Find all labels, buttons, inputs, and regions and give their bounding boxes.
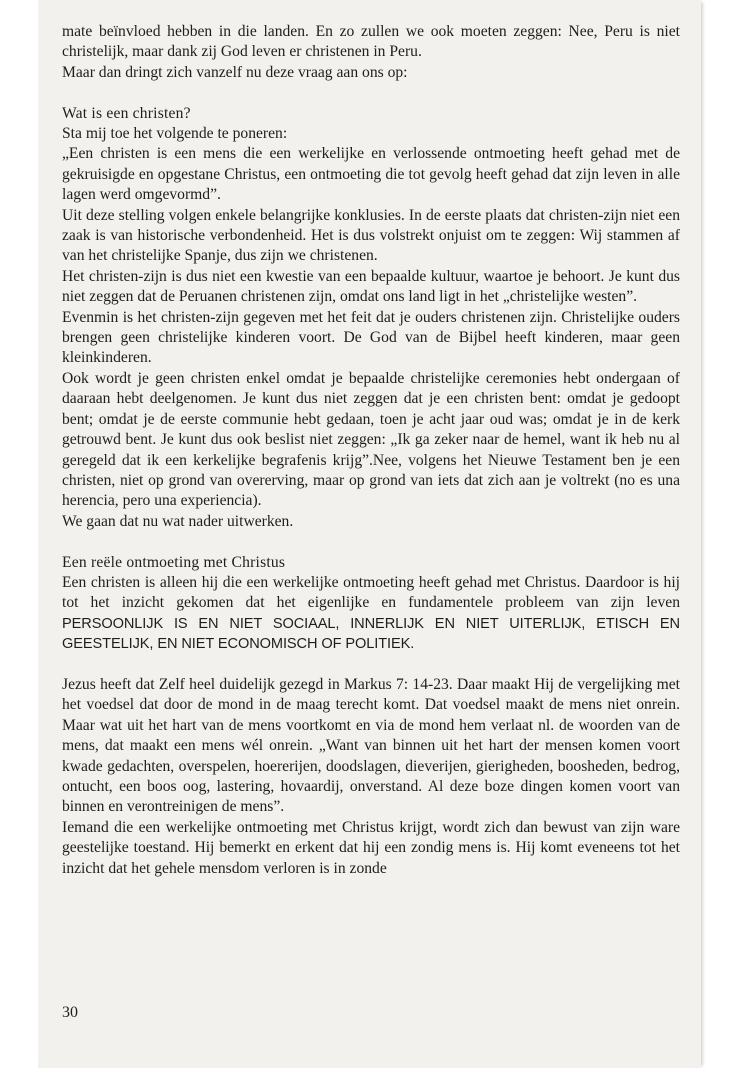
spacer	[62, 532, 680, 552]
section-heading: Een reële ontmoeting met Christus	[62, 553, 286, 571]
page-number: 30	[62, 1004, 78, 1021]
emphasis-caps-text: PERSOONLIJK IS EN NIET SOCIAAL, INNERLIJK EN NIET UITERLIJK, ETISCH EN GEESTELIJK, EN NIET ECONOMISCH OF POLITIEK.	[62, 615, 680, 653]
body-paragraph: We gaan dat nu wat nader uitwerken.	[62, 512, 294, 530]
body-paragraph	[62, 573, 680, 655]
lead-text: Een christen is alleen hij die een werkelijke ontmoeting heeft gehad met Christus. Daardoor is hij tot het inzicht gekomen dat het eigenlijke en fundamentele probleem van zijn leven	[62, 573, 680, 612]
page-body	[62, 22, 680, 879]
book-page	[38, 0, 701, 1068]
spacer	[62, 655, 680, 675]
body-paragraph: Iemand die een werkelijke ontmoeting met Christus krijgt, wordt zich dan bewust van zijn ware geestelijke toestand. Hij bemerkt en erkent dat hij een zondig mens is. Hij komt eveneens tot het inzicht dat het gehele mensdom verloren is in zonde	[62, 818, 680, 877]
body-paragraph: „Een christen is een mens die een werkelijke en verlossende ontmoeting heeft gehad met de gekruisigde en opgestane Christus, een ontmoeting die tot gevolg heeft gehad dat zijn leven in alle lagen werd omgevormd”.	[62, 145, 680, 204]
body-paragraph: Sta mij toe het volgende te poneren:	[62, 125, 288, 143]
body-paragraph: Jezus heeft dat Zelf heel duidelijk gezegd in Markus 7: 14-23. Daar maakt Hij de vergelijking met het voedsel dat door de mond in de maag terecht komt. Dat voedsel maakt de mens niet onrein. Maar wat uit het hart van de mens voortkomt en via de mond hem verlaat nl. de woorden van de mens, dat maakt een mens wél onrein. „Want van binnen uit het hart der mensen komen voort kwade gedachten, overspelen, hoererijen, doodslagen, dieverijen, gierigheden, boosheden, bedrog, ontucht, een boos oog, lastering, hovaardij, onverstand. Al deze boze dingen komen voort van binnen en verontreinigen de mens”.	[62, 675, 680, 816]
body-paragraph: Het christen-zijn is dus niet een kwestie van een bepaalde kultuur, waartoe je behoort. Je kunt dus niet zeggen dat de Peruanen christenen zijn, omdat ons land ligt in het „christelijke westen”.	[62, 267, 680, 306]
intro-paragraph: mate beïnvloed hebben in die landen. En zo zullen we ook moeten zeggen: Nee, Peru is niet christelijk, maar dank zij God leven er christenen in Peru.	[62, 23, 680, 61]
section-heading: Wat is een christen?	[62, 104, 191, 122]
body-paragraph: Uit deze stelling volgen enkele belangrijke konklusies. In de eerste plaats dat christen-zijn niet een zaak is van historische verbondenheid. Het is dus volstrekt onjuist om te zeggen: Wij stammen af van het christelijke Spanje, dus zijn we christenen.	[62, 206, 680, 265]
spacer	[62, 83, 680, 103]
body-paragraph: Ook wordt je geen christen enkel omdat je bepaalde christelijke ceremonies hebt ondergaan of daaraan hebt deelgenomen. Je kunt dus niet zeggen dat je een christen bent: omdat je gedoopt bent; omdat je de eerste communie hebt gedaan, toen je acht jaar oud was; omdat je in de kerk getrouwd bent. Je kunt dus ook beslist niet zeggen: „Ik ga zeker naar de hemel, want ik heb nu al geregeld dat ik een kerkelijke begrafenis krijg”.Nee, volgens het Nieuwe Testament ben je een christen, niet op grond van overerving, maar op grond van iets dat zich aan je voltrekt (no es una herencia, pero una experiencia).	[62, 369, 680, 510]
body-paragraph: Evenmin is het christen-zijn gegeven met het feit dat je ouders christenen zijn. Christelijke ouders brengen geen christelijke kinderen voort. De God van de Bijbel heeft kinderen, maar geen kleinkinderen.	[62, 308, 680, 367]
intro-paragraph: Maar dan dringt zich vanzelf nu deze vraag aan ons op:	[62, 63, 408, 81]
